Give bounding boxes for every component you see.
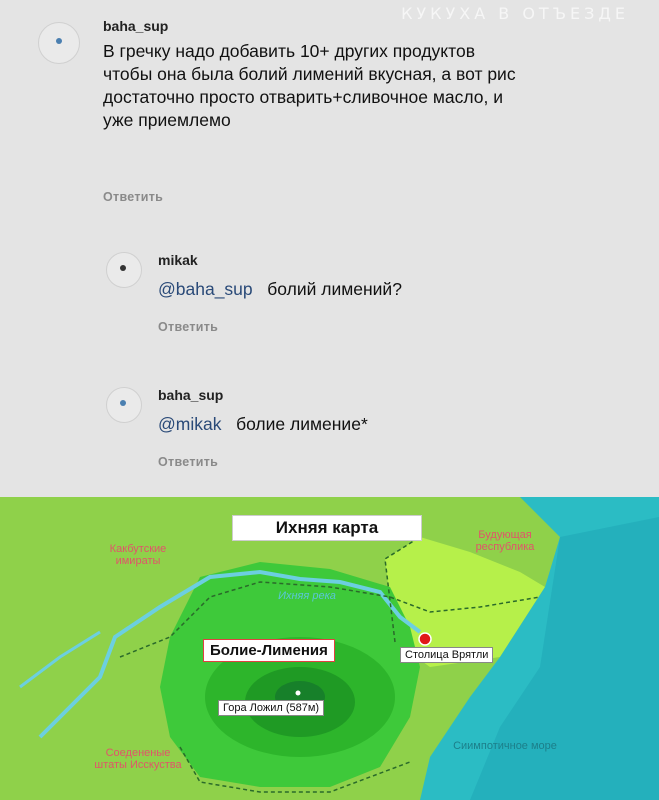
label-north-east: Будующая республика bbox=[475, 529, 535, 553]
comment-text bbox=[158, 413, 368, 436]
comment-text: В гречку надо добавить 10+ других продуктов чтобы она была болий лимений вкусная, а вот рис достаточно просто отварить+сливочное масло, и уже приемлемо bbox=[103, 41, 516, 130]
mention-link[interactable]: @baha_sup bbox=[158, 279, 253, 299]
reply-button[interactable]: Ответить bbox=[158, 455, 219, 469]
comment-3 bbox=[0, 375, 659, 475]
map-image bbox=[0, 497, 659, 800]
mention-link[interactable]: @mikak bbox=[158, 414, 222, 434]
comment-body: болие лимение* bbox=[236, 414, 368, 434]
label-mountain: Гора Ложил (587м) bbox=[218, 700, 324, 716]
label-capital: Столица Врятли bbox=[400, 647, 493, 663]
comment-username[interactable]: mikak bbox=[158, 252, 198, 268]
label-sea: Сиимпотичное море bbox=[453, 740, 557, 752]
comment-body: болий лимений? bbox=[267, 279, 402, 299]
avatar[interactable] bbox=[106, 252, 142, 288]
comment-username[interactable]: baha_sup bbox=[103, 18, 169, 34]
comment-2 bbox=[0, 240, 659, 340]
label-country: Болие-Лимения bbox=[203, 639, 335, 662]
comment-username[interactable]: baha_sup bbox=[158, 387, 224, 403]
avatar[interactable] bbox=[106, 387, 142, 423]
map-title: Ихняя карта bbox=[232, 515, 422, 541]
label-north-west: Какбутские имираты bbox=[109, 543, 167, 567]
capital-marker bbox=[419, 633, 431, 645]
comment-1 bbox=[0, 0, 659, 210]
label-south-west: Соедененые штаты Исскуства bbox=[94, 747, 182, 771]
comment-text bbox=[158, 278, 402, 301]
avatar[interactable] bbox=[38, 22, 80, 64]
label-river: Ихняя река bbox=[278, 590, 336, 602]
reply-button[interactable]: Ответить bbox=[158, 320, 219, 334]
watermark: КУКУХА В ОТЪЕЗДЕ bbox=[401, 4, 629, 23]
reply-button[interactable]: Ответить bbox=[103, 190, 164, 204]
